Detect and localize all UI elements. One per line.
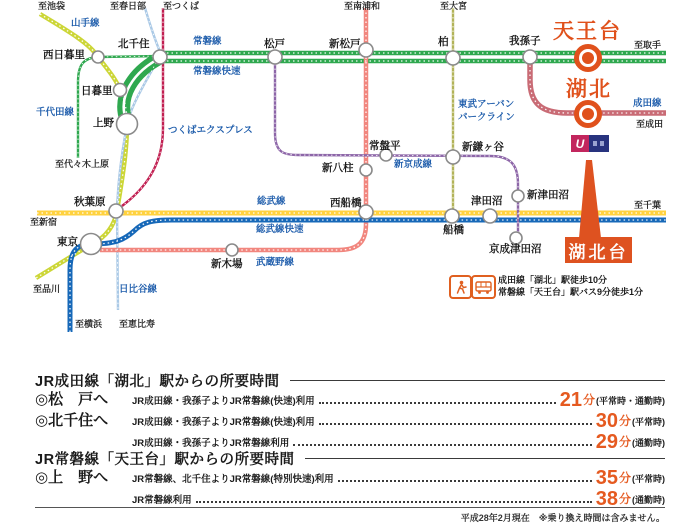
station-label-tokiwadaira: 常盤平	[369, 140, 401, 152]
kohoku-marker-core	[582, 108, 594, 120]
station-marker-abiko	[523, 50, 537, 64]
time-value: 38	[595, 488, 618, 510]
kohoku-times-heading-text: JR成田線「湖北」駅からの所要時間	[35, 374, 280, 390]
terminal-label-narita: 至成田	[636, 119, 664, 129]
time-condition: (平常時)	[632, 474, 665, 484]
station-label-ueno: 上野	[93, 117, 114, 129]
time-row-ueno-rapid	[35, 467, 665, 487]
line-label-musashino: 武蔵野線	[256, 257, 295, 268]
terminal-label-omiya: 至大宮	[440, 1, 468, 11]
terminal-label-yokohama: 至横浜	[75, 319, 103, 329]
terminal-label-shinjuku: 至新宿	[30, 217, 58, 227]
station-marker-funabashi	[445, 209, 459, 223]
dotted-leader	[319, 423, 592, 425]
terminal-label-minami-urawa: 至南浦和	[344, 1, 381, 11]
station-label-akihabara: 秋葉原	[74, 196, 106, 208]
station-label-tokyo: 東京	[57, 236, 78, 248]
destination-label: ◎北千住へ	[35, 412, 109, 429]
station-label-nishi-funabashi: 西船橋	[330, 197, 362, 209]
highlight-label-tennodai: 天王台	[553, 20, 622, 43]
terminal-label-ebisu: 至恵比寿	[119, 319, 156, 329]
station-label-shin-tsudanuma: 新津田沼	[527, 189, 569, 201]
time-row-ueno-local	[35, 488, 665, 508]
destination-label: ◎松 戸へ	[35, 391, 109, 408]
time-unit: 分	[582, 393, 595, 407]
dotted-leader	[319, 402, 556, 404]
terminal-label-kasukabe: 至春日部	[110, 1, 147, 11]
line-label-sobu-rapid: 総武線快速	[256, 224, 304, 235]
badge-side-marks	[600, 141, 604, 146]
bus-icon	[471, 275, 496, 299]
station-label-keisei-tsudanuma: 京成津田沼	[489, 243, 542, 255]
time-value: 30	[595, 410, 618, 432]
dotted-leader	[196, 501, 592, 503]
time-value: 29	[595, 431, 618, 453]
station-marker-nippori	[114, 84, 127, 97]
line-label-joban-rapid: 常磐線快速	[193, 66, 241, 77]
time-unit: 分	[618, 492, 631, 506]
tennodai-marker-core	[582, 52, 594, 64]
route-description: JR常磐線、北千住よりJR常磐線(特別快速)利用	[132, 474, 334, 485]
time-unit: 分	[618, 414, 631, 428]
line-label-joban: 常磐線	[193, 36, 222, 47]
highlight-label-kohoku: 湖北	[566, 78, 612, 101]
station-label-abiko: 我孫子	[509, 35, 541, 47]
destination-label: ◎上 野へ	[35, 469, 109, 486]
ur-badge-letter: U	[575, 137, 585, 151]
line-label-chiyoda: 千代田線	[36, 107, 75, 118]
station-marker-kashiwa	[446, 51, 460, 65]
terminal-label-yoyogi-uehara: 至代々木上原	[55, 159, 110, 169]
station-marker-matsudo	[268, 50, 282, 64]
station-marker-shin-kiba	[226, 244, 238, 256]
dotted-leader	[338, 480, 592, 482]
station-marker-kita-senju	[153, 50, 167, 64]
time-condition: (通勤時)	[632, 438, 665, 448]
time-value: 21	[559, 389, 582, 411]
access-note-kohoku: 成田線「湖北」駅徒歩10分	[498, 275, 608, 285]
station-label-shin-kamagaya: 新鎌ヶ谷	[462, 141, 504, 153]
line-label-yamanote: 山手線	[71, 18, 100, 29]
station-marker-nishi-nippori	[92, 51, 104, 63]
kohokudai-callout: 湖北台	[565, 237, 632, 263]
terminal-label-shinagawa: 至品川	[33, 284, 61, 294]
route-description: JR成田線・我孫子よりJR常磐線利用	[132, 438, 290, 449]
station-marker-shin-matsudo	[359, 43, 373, 57]
line-label-narita: 成田線	[633, 98, 662, 109]
line-label-tobu-urban-1: 東武アーバン	[458, 99, 515, 110]
station-marker-akihabara	[109, 204, 123, 218]
station-marker-tokyo	[81, 234, 102, 255]
line-label-shinkeisei: 新京成線	[394, 159, 433, 170]
route-description: JR成田線・我孫子よりJR常磐線(快速)利用	[132, 417, 315, 428]
tennodai-times-heading-text: JR常磐線「天王台」駅からの所要時間	[35, 452, 295, 468]
station-marker-tsudanuma	[483, 209, 497, 223]
ur-badge	[571, 135, 609, 152]
time-value: 35	[595, 467, 618, 489]
terminal-label-tsukuba: 至つくば	[163, 1, 200, 11]
station-marker-shin-tsudanuma	[512, 190, 524, 202]
heading-rule	[290, 380, 665, 381]
time-row-kitasenju-rapid	[35, 410, 665, 430]
station-label-nishi-nippori: 西日暮里	[43, 49, 85, 61]
station-label-funabashi: 船橋	[443, 224, 464, 236]
route-description: JR常磐線利用	[132, 495, 192, 506]
station-label-nippori: 日暮里	[81, 85, 113, 97]
station-label-shin-kiba: 新木場	[211, 258, 243, 270]
time-unit: 分	[618, 471, 631, 485]
time-condition: (平常時・通勤時)	[596, 396, 665, 406]
station-marker-shin-kamagaya	[446, 150, 460, 164]
terminal-label-chiba: 至千葉	[634, 200, 662, 210]
station-label-shin-yahashira: 新八柱	[322, 162, 354, 174]
station-label-tsudanuma: 津田沼	[471, 195, 503, 207]
station-marker-ueno	[117, 114, 138, 135]
heading-rule	[305, 458, 665, 459]
walk-icon	[449, 275, 472, 299]
kohokudai-pointer	[579, 160, 601, 238]
time-condition: (平常時)	[632, 417, 665, 427]
time-row-matsudo	[35, 389, 665, 409]
terminal-label-toride: 至取手	[634, 40, 662, 50]
line-label-hibiya: 日比谷線	[119, 284, 158, 295]
badge-side-marks	[593, 141, 597, 146]
station-label-matsudo: 松戸	[264, 38, 285, 50]
section-bottom-rule	[35, 507, 665, 508]
line-label-tobu-urban-2: パークライン	[458, 112, 515, 123]
station-label-shin-matsudo: 新松戸	[329, 38, 361, 50]
time-condition: (通勤時)	[632, 495, 665, 505]
station-label-kita-senju: 北千住	[118, 38, 150, 50]
terminal-label-ikebukuro: 至池袋	[38, 1, 66, 11]
line-label-sobu: 総武線	[257, 196, 286, 207]
station-label-kashiwa: 柏	[438, 36, 449, 48]
access-note-tennodai: 常磐線「天王台」駅バス9分徒歩1分	[498, 287, 644, 297]
travel-time-section	[35, 368, 665, 523]
route-description: JR成田線・我孫子よりJR常磐線(快速)利用	[132, 396, 315, 407]
station-marker-shin-yahashira	[360, 164, 372, 176]
footnote: 平成28年2月現在 ※乗り換え時間は含みません。	[460, 513, 665, 523]
line-label-tsukuba-express: つくばエクスプレス	[168, 125, 253, 136]
dotted-leader	[293, 444, 591, 446]
time-unit: 分	[618, 435, 631, 449]
